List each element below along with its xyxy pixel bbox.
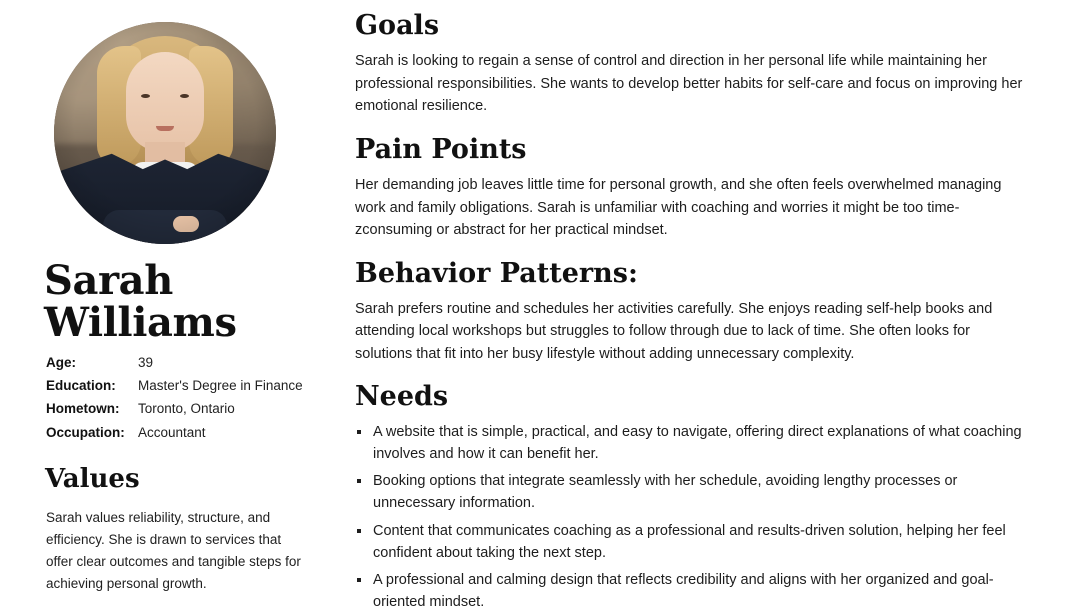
section-goals [355,10,1028,118]
fact-value: Master's Degree in Finance [138,378,303,394]
bullet-icon [357,578,361,582]
list-item-text: Content that communicates coaching as a professional and results-driven solution, helping her feel confident about taking the next step. [373,522,1006,561]
list-item-text: Booking options that integrate seamlessly with her schedule, avoiding lengthy processes or unnecessary information. [373,473,958,512]
values-text: Sarah values reliability, structure, and efficiency. She is drawn to services that offer clear outcomes and tangible steps for achieving personal growth. [46,510,301,591]
list-item [355,521,1027,565]
values-heading: Values [45,463,140,494]
persona-sidebar [0,0,330,607]
bullet-icon [357,529,361,533]
fact-label: Hometown: [46,401,120,417]
section-body: Sarah prefers routine and schedules her activities carefully. She enjoys reading self-help books and attending local workshops but struggles to follow through due to lack of time. She often looks for solutions that fit into her busy lifestyle without adding unnecessary complexity. [355,300,993,362]
section-pain-points [355,134,1028,242]
fact-value: Accountant [138,424,206,440]
section-body: Sarah is looking to regain a sense of control and direction in her personal life while maintaining her professional responsibilities. She wants to develop better habits for self-care and focus on improving her emotional resilience. [355,53,1023,115]
bullet-icon [357,430,361,434]
fact-label: Education: [46,378,116,394]
fact-row-education [46,377,330,395]
section-body: Her demanding job leaves little time for personal growth, and she often feels overwhelmed managing work and family obligations. Sarah is unfamiliar with coaching and worries it might be too time-zconsuming or abstract for her practical mindset. [355,177,1002,239]
list-item-text: A professional and calming design that reflects credibility and aligns with her organized and goal-oriented mindset. [373,572,994,611]
portrait-vignette [54,22,276,244]
section-heading: Behavior Patterns: [355,257,638,289]
section-heading: Goals [355,10,440,41]
profile-facts [46,354,330,442]
page-left-margin [0,0,22,607]
needs-list [355,422,1027,614]
list-item [355,471,1027,515]
bullet-icon [357,479,361,483]
list-item [355,422,1027,466]
fact-row-age [46,354,330,372]
list-item-text: A website that is simple, practical, and easy to navigate, offering direct explanations of what coaching involves and how it can benefit her. [373,423,1022,462]
section-heading: Needs [355,381,449,413]
fact-label: Occupation: [46,424,125,440]
portrait-photo [54,22,276,244]
page-title: Sarah Williams [44,257,237,346]
avatar [54,22,276,244]
section-heading: Pain Points [355,133,527,165]
section-behavior-patterns [355,258,1028,366]
fact-value: 39 [138,355,154,370]
fact-row-hometown [46,400,330,418]
section-needs [355,381,1028,613]
list-item [355,570,1027,614]
fact-value: Toronto, Ontario [138,401,235,417]
fact-label: Age: [46,355,76,370]
fact-row-occupation [46,424,330,442]
persona-main [330,0,1080,611]
